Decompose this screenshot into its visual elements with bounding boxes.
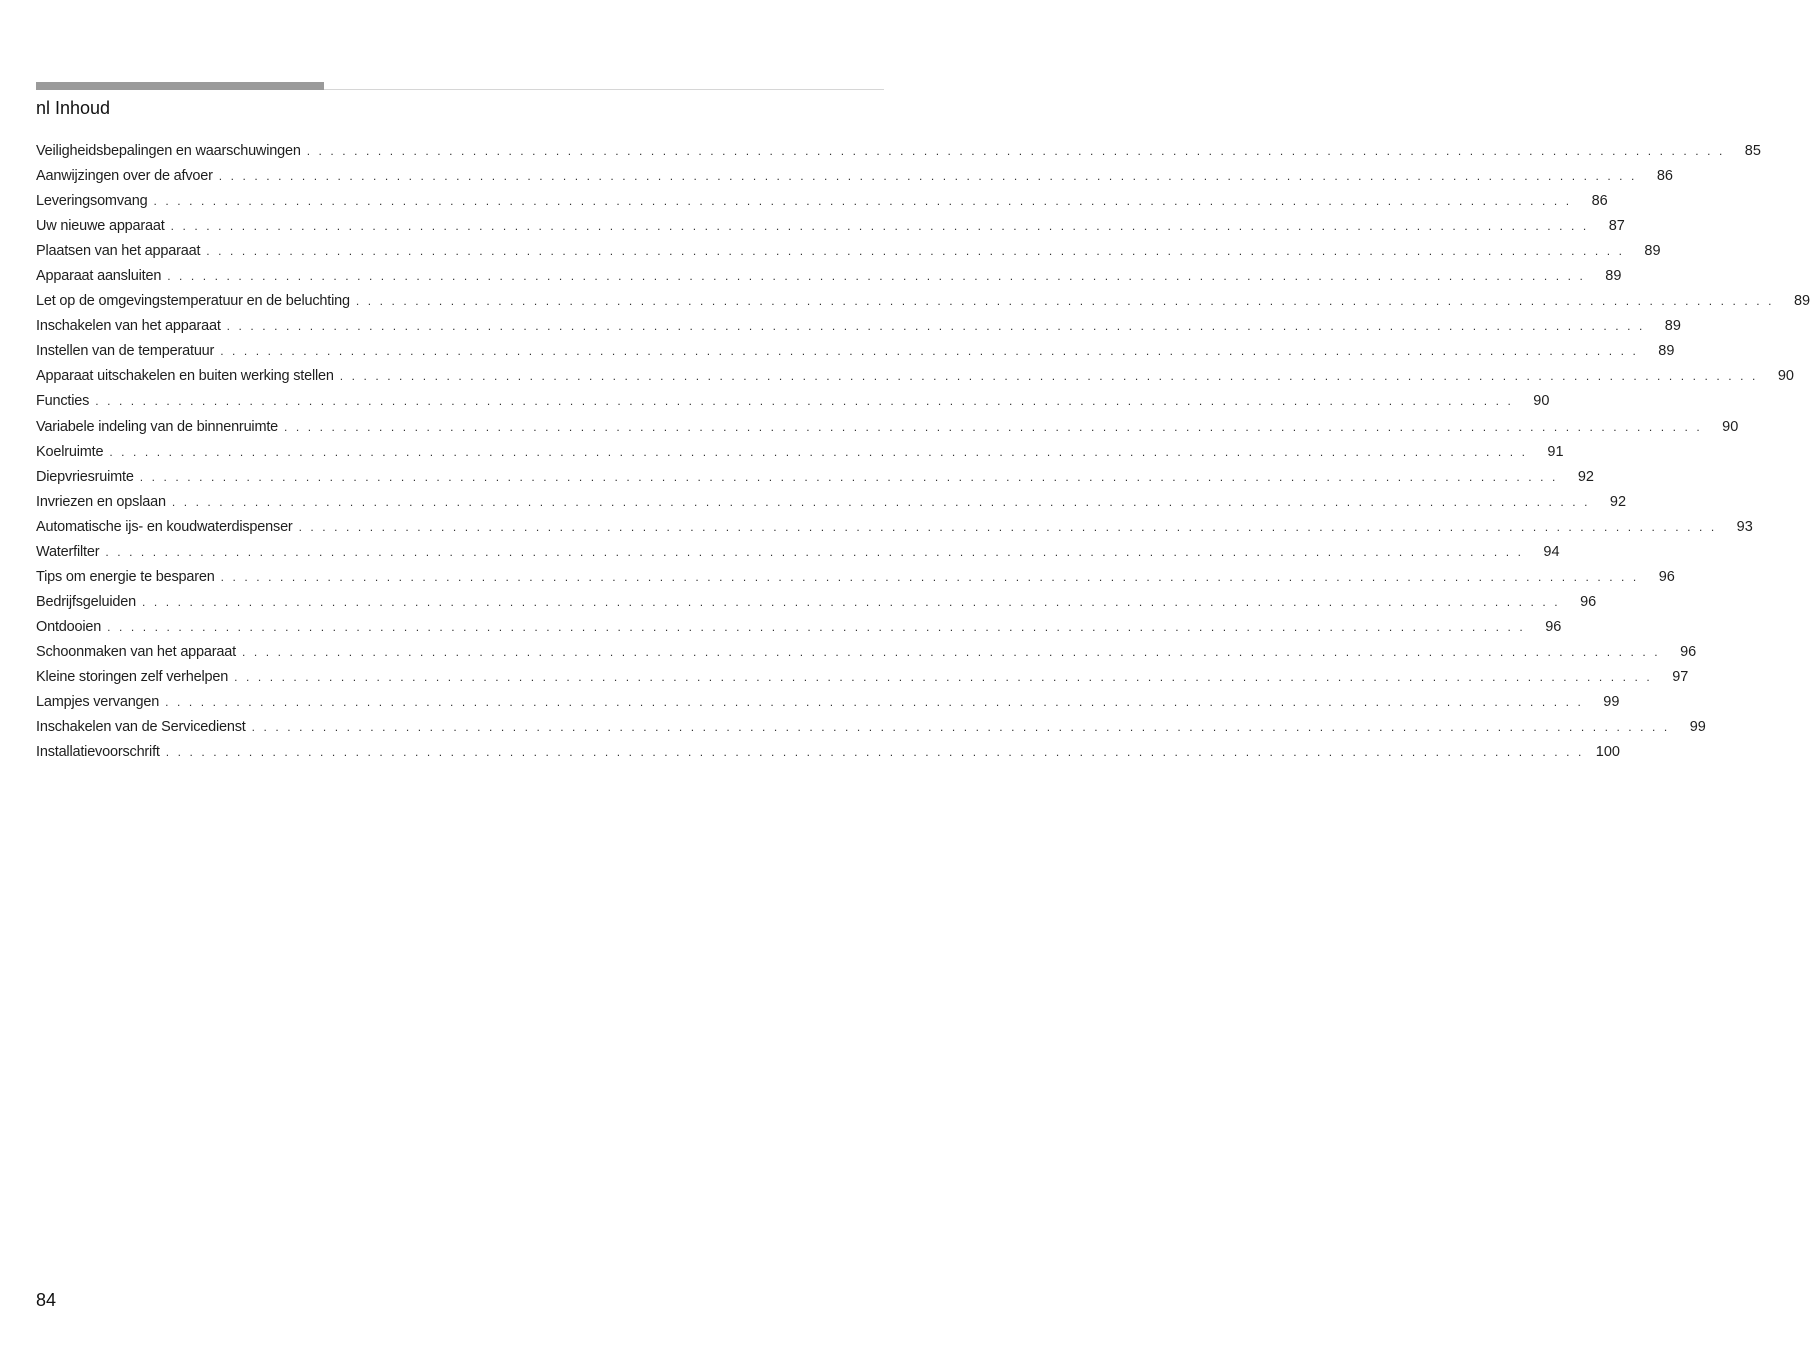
toc-entry[interactable] (36, 164, 1673, 189)
toc-entry-title: Installatievoorschrift (36, 744, 160, 761)
toc-entry[interactable] (36, 690, 1620, 715)
toc-entry-title: Waterfilter (36, 543, 100, 560)
toc-entry-page: 89 (1605, 268, 1622, 285)
toc-dot-leader: . . . . . . . . . . . . . . . . . . . . . . . . . . . . . . . . . . . . . . . . . . . . . . . . . . . . . . . . . . . . . . . . . . . . . . . . . . . . . . . . . . . . . . . . . . . . . . . . . . . . . . . . . . . . . . . . . . . . . . . . (339, 369, 1758, 384)
toc-entry-page: 99 (1689, 719, 1706, 736)
toc-entry[interactable] (36, 139, 1761, 164)
table-of-contents (36, 139, 1810, 765)
toc-dot-leader: . . . . . . . . . . . . . . . . . . . . . . . . . . . . . . . . . . . . . . . . . . . . . . . . . . . . . . . . . . . . . . . . . . . . . . . . . . . . . . . . . . . . . . . . . . . . . . . . . . . . . . . . . . . . . . . . . . . . . . . . (153, 194, 1572, 209)
toc-entry-page: 86 (1656, 168, 1673, 185)
toc-entry[interactable] (36, 189, 1608, 214)
toc-entry-page: 97 (1672, 668, 1689, 685)
toc-entry-title: Functies (36, 393, 90, 410)
toc-dot-leader: . . . . . . . . . . . . . . . . . . . . . . . . . . . . . . . . . . . . . . . . . . . . . . . . . . . . . . . . . . . . . . . . . . . . . . . . . . . . . . . . . . . . . . . . . . . . . . . . . . . . . . . . . . . . . . . . . . . . . . . . (171, 494, 1591, 509)
toc-entry[interactable] (36, 715, 1706, 740)
toc-entry-title: Inschakelen van het apparaat (36, 318, 221, 335)
toc-entry-title: Lampjes vervangen (36, 694, 160, 711)
toc-entry-page: 96 (1658, 568, 1675, 585)
toc-entry-page: 90 (1722, 418, 1739, 435)
toc-entry[interactable] (36, 339, 1675, 364)
toc-entry-page: 100 (1595, 744, 1620, 761)
toc-dot-leader: . . . . . . . . . . . . . . . . . . . . . . . . . . . . . . . . . . . . . . . . . . . . . . . . . . . . . . . . . . . . . . . . . . . . . . . . . . . . . . . . . . . . . . . . . . . . . . . . . . . . . . . . . . . . . . . . . . . . . . . . (298, 519, 1717, 534)
toc-entry[interactable] (36, 264, 1622, 289)
toc-entry-page: 85 (1744, 143, 1761, 159)
toc-entry-title: Apparaat uitschakelen en buiten werking stellen (36, 368, 334, 385)
toc-entry[interactable] (36, 214, 1625, 239)
toc-entry-title: Apparaat aansluiten (36, 268, 162, 285)
toc-entry-page: 86 (1591, 193, 1608, 210)
toc-entry[interactable] (36, 364, 1794, 389)
toc-dot-leader: . . . . . . . . . . . . . . . . . . . . . . . . . . . . . . . . . . . . . . . . . . . . . . . . . . . . . . . . . . . . . . . . . . . . . . . . . . . . . . . . . . . . . . . . . . . . . . . . . . . . . . . . . . . . . . . . . . . . . . . . (105, 544, 1524, 559)
toc-dot-leader: . . . . . . . . . . . . . . . . . . . . . . . . . . . . . . . . . . . . . . . . . . . . . . . . . . . . . . . . . . . . . . . . . . . . . . . . . . . . . . . . . . . . . . . . . . . . . . . . . . . . . . . . . . . . . . . . . . . . . . . . (109, 444, 1528, 459)
toc-entry-title: Kleine storingen zelf verhelpen (36, 668, 229, 685)
toc-entry-page: 92 (1577, 468, 1594, 485)
toc-dot-leader: . . . . . . . . . . . . . . . . . . . . . . . . . . . . . . . . . . . . . . . . . . . . . . . . . . . . . . . . . . . . . . . . . . . . . . . . . . . . . . . . . . . . . . . . . . . . . . . . . . . . . . . . . . . . . . . . . . . . . . . . (355, 294, 1775, 309)
toc-entry-page: 91 (1547, 443, 1564, 460)
toc-entry-page: 90 (1777, 368, 1794, 385)
toc-entry-page: 99 (1603, 694, 1620, 711)
toc-entry-title: Variabele indeling van de binnenruimte (36, 418, 279, 435)
toc-entry-title: Ontdooien (36, 618, 102, 635)
toc-entry[interactable] (36, 239, 1661, 264)
toc-entry-title: Tips om energie te besparen (36, 568, 215, 585)
toc-dot-leader: . . . . . . . . . . . . . . . . . . . . . . . . . . . . . . . . . . . . . . . . . . . . . . . . . . . . . . . . . . . . . . . . . . . . . . . . . . . . . . . . . . . . . . . . . . . . . . . . . . . . . . . . . . . . . . . . . . . . . . . . (165, 745, 1584, 760)
toc-entry-title: Automatische ijs- en koudwaterdispenser (36, 518, 293, 535)
toc-entry-title: Veiligheidsbepalingen en waarschuwingen (36, 143, 301, 159)
toc-entry[interactable] (36, 515, 1753, 540)
toc-entry-title: Invriezen en opslaan (36, 493, 166, 510)
toc-entry-page: 89 (1644, 243, 1661, 260)
toc-entry-title: Aanwijzingen over de afvoer (36, 168, 213, 185)
toc-entry[interactable] (36, 540, 1560, 565)
toc-dot-leader: . . . . . . . . . . . . . . . . . . . . . . . . . . . . . . . . . . . . . . . . . . . . . . . . . . . . . . . . . . . . . . . . . . . . . . . . . . . . . . . . . . . . . . . . . . . . . . . . . . . . . . . . . . . . . . . . . . . . . . . . (234, 669, 1653, 684)
toc-entry-page: 89 (1658, 343, 1675, 360)
toc-entry-title: Inschakelen van de Servicedienst (36, 719, 246, 736)
toc-entry[interactable] (36, 665, 1689, 690)
toc-entry-title: Koelruimte (36, 443, 104, 460)
toc-entry[interactable] (36, 590, 1597, 615)
toc-entry-title: Leveringsomvang (36, 193, 148, 210)
page-number: 84 (36, 1290, 57, 1310)
toc-entry-page: 94 (1543, 543, 1560, 560)
toc-entry[interactable] (36, 465, 1594, 490)
toc-entry[interactable] (36, 490, 1627, 515)
header-rule (36, 82, 324, 90)
toc-entry-title: Instellen van de temperatuur (36, 343, 215, 360)
toc-entry-page: 96 (1545, 618, 1562, 635)
toc-entry[interactable] (36, 389, 1550, 414)
toc-entry[interactable] (36, 615, 1562, 640)
toc-entry-page: 92 (1609, 493, 1627, 510)
toc-entry-page: 96 (1580, 593, 1597, 610)
toc-dot-leader: . . . . . . . . . . . . . . . . . . . . . . . . . . . . . . . . . . . . . . . . . . . . . . . . . . . . . . . . . . . . . . . . . . . . . . . . . . . . . . . . . . . . . . . . . . . . . . . . . . . . . . . . . . . . . . . . . . . . . . . . (167, 269, 1586, 284)
toc-dot-leader: . . . . . . . . . . . . . . . . . . . . . . . . . . . . . . . . . . . . . . . . . . . . . . . . . . . . . . . . . . . . . . . . . . . . . . . . . . . . . . . . . . . . . . . . . . . . . . . . . . . . . . . . . . . . . . . . . . . . . . . . (220, 344, 1639, 359)
toc-entry-title: Schoonmaken van het apparaat (36, 643, 236, 660)
toc-dot-leader: . . . . . . . . . . . . . . . . . . . . . . . . . . . . . . . . . . . . . . . . . . . . . . . . . . . . . . . . . . . . . . . . . . . . . . . . . . . . . . . . . . . . . . . . . . . . . . . . . . . . . . . . . . . . . . . . . . . . . . . . (218, 169, 1637, 184)
section-title: nl Inhoud (36, 98, 111, 118)
toc-dot-leader: . . . . . . . . . . . . . . . . . . . . . . . . . . . . . . . . . . . . . . . . . . . . . . . . . . . . . . . . . . . . . . . . . . . . . . . . . . . . . . . . . . . . . . . . . . . . . . . . . . . . . . . . . . . . . . . . . . . . . . . . (107, 619, 1526, 634)
toc-dot-leader: . . . . . . . . . . . . . . . . . . . . . . . . . . . . . . . . . . . . . . . . . . . . . . . . . . . . . . . . . . . . . . . . . . . . . . . . . . . . . . . . . . . . . . . . . . . . . . . . . . . . . . . . . . . . . . . . . . . . . . . . (95, 394, 1514, 409)
toc-dot-leader: . . . . . . . . . . . . . . . . . . . . . . . . . . . . . . . . . . . . . . . . . . . . . . . . . . . . . . . . . . . . . . . . . . . . . . . . . . . . . . . . . . . . . . . . . . . . . . . . . . . . . . . . . . . . . . . . . . . . . . . . (241, 644, 1661, 659)
header-divider (324, 89, 884, 90)
toc-entry-page: 90 (1533, 393, 1550, 410)
toc-entry-page: 89 (1793, 293, 1810, 310)
toc-entry-title: Bedrijfsgeluiden (36, 593, 136, 610)
toc-dot-leader: . . . . . . . . . . . . . . . . . . . . . . . . . . . . . . . . . . . . . . . . . . . . . . . . . . . . . . . . . . . . . . . . . . . . . . . . . . . . . . . . . . . . . . . . . . . . . . . . . . . . . . . . . . . . . . . . . . . . . . . . (141, 594, 1561, 609)
toc-entry-title: Let op de omgevingstemperatuur en de beluchting (36, 293, 350, 310)
toc-dot-leader: . . . . . . . . . . . . . . . . . . . . . . . . . . . . . . . . . . . . . . . . . . . . . . . . . . . . . . . . . . . . . . . . . . . . . . . . . . . . . . . . . . . . . . . . . . . . . . . . . . . . . . . . . . . . . . . . . . . . . . . . (226, 319, 1645, 334)
toc-entry[interactable] (36, 565, 1675, 590)
toc-entry[interactable] (36, 314, 1681, 339)
toc-entry[interactable] (36, 740, 1620, 765)
toc-dot-leader: . . . . . . . . . . . . . . . . . . . . . . . . . . . . . . . . . . . . . . . . . . . . . . . . . . . . . . . . . . . . . . . . . . . . . . . . . . . . . . . . . . . . . . . . . . . . . . . . . . . . . . . . . . . . . . . . . . . . . . . . (165, 695, 1584, 710)
toc-entry-title: Uw nieuwe apparaat (36, 218, 165, 235)
toc-dot-leader: . . . . . . . . . . . . . . . . . . . . . . . . . . . . . . . . . . . . . . . . . . . . . . . . . . . . . . . . . . . . . . . . . . . . . . . . . . . . . . . . . . . . . . . . . . . . . . . . . . . . . . . . . . . . . . . . . . . . . . . . (220, 569, 1639, 584)
toc-entry[interactable] (36, 640, 1697, 665)
toc-entry-page: 89 (1664, 318, 1681, 335)
toc-entry-page: 93 (1736, 518, 1753, 535)
toc-dot-leader: . . . . . . . . . . . . . . . . . . . . . . . . . . . . . . . . . . . . . . . . . . . . . . . . . . . . . . . . . . . . . . . . . . . . . . . . . . . . . . . . . . . . . . . . . . . . . . . . . . . . . . . . . . . . . . . . . . . . . . . . (306, 144, 1725, 158)
toc-entry-title: Diepvriesruimte (36, 468, 134, 485)
toc-dot-leader: . . . . . . . . . . . . . . . . . . . . . . . . . . . . . . . . . . . . . . . . . . . . . . . . . . . . . . . . . . . . . . . . . . . . . . . . . . . . . . . . . . . . . . . . . . . . . . . . . . . . . . . . . . . . . . . . . . . . . . . . (206, 244, 1625, 259)
toc-dot-leader: . . . . . . . . . . . . . . . . . . . . . . . . . . . . . . . . . . . . . . . . . . . . . . . . . . . . . . . . . . . . . . . . . . . . . . . . . . . . . . . . . . . . . . . . . . . . . . . . . . . . . . . . . . . . . . . . . . . . . . . . (284, 419, 1703, 434)
toc-entry-page: 96 (1680, 643, 1697, 660)
toc-entry-page: 87 (1608, 218, 1625, 235)
toc-dot-leader: . . . . . . . . . . . . . . . . . . . . . . . . . . . . . . . . . . . . . . . . . . . . . . . . . . . . . . . . . . . . . . . . . . . . . . . . . . . . . . . . . . . . . . . . . . . . . . . . . . . . . . . . . . . . . . . . . . . . . . . . (139, 469, 1558, 484)
toc-entry[interactable] (36, 289, 1810, 314)
toc-dot-leader: . . . . . . . . . . . . . . . . . . . . . . . . . . . . . . . . . . . . . . . . . . . . . . . . . . . . . . . . . . . . . . . . . . . . . . . . . . . . . . . . . . . . . . . . . . . . . . . . . . . . . . . . . . . . . . . . . . . . . . . . (170, 219, 1589, 234)
toc-entry[interactable] (36, 440, 1564, 465)
toc-entry[interactable] (36, 415, 1739, 440)
toc-dot-leader: . . . . . . . . . . . . . . . . . . . . . . . . . . . . . . . . . . . . . . . . . . . . . . . . . . . . . . . . . . . . . . . . . . . . . . . . . . . . . . . . . . . . . . . . . . . . . . . . . . . . . . . . . . . . . . . . . . . . . . . . (251, 720, 1670, 735)
toc-entry-title: Plaatsen van het apparaat (36, 243, 201, 260)
